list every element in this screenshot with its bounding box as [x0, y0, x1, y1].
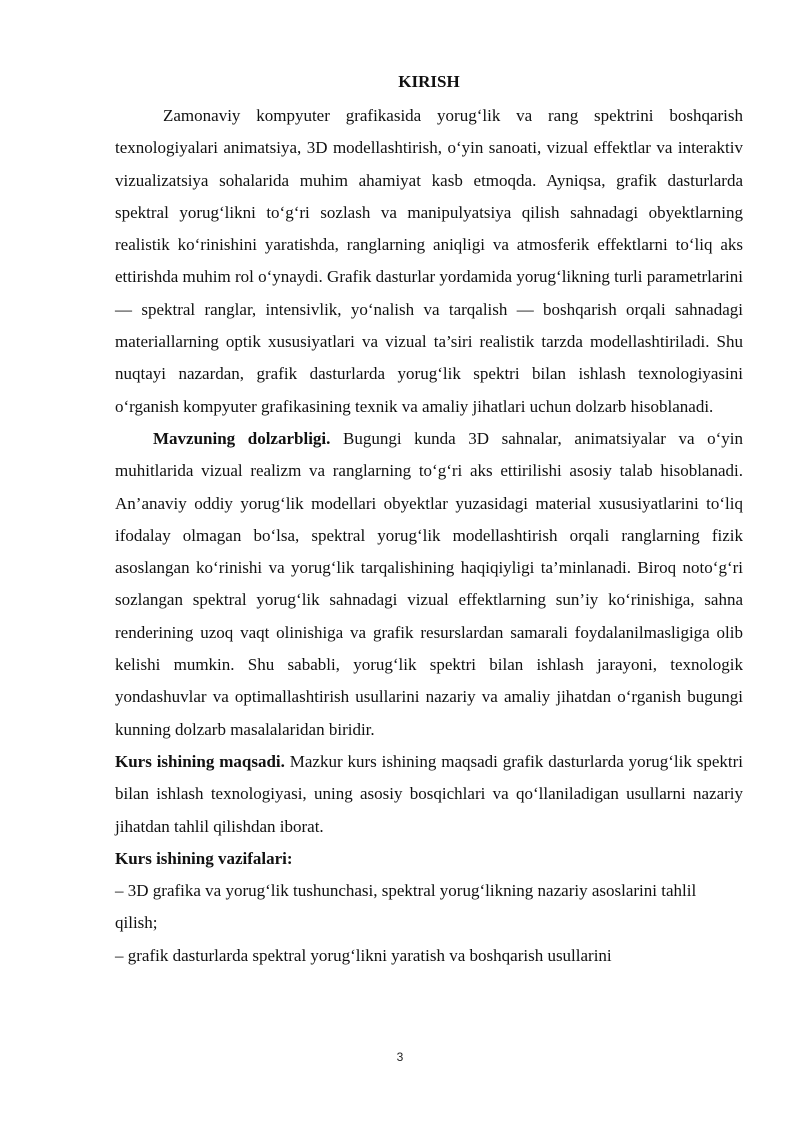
- goal-paragraph: [115, 746, 743, 843]
- tasks-heading: Kurs ishining vazifalari:: [115, 848, 293, 868]
- section-heading: KIRISH: [398, 72, 460, 91]
- document-page: [115, 70, 743, 972]
- intro-paragraph: Zamonaviy kompyuter grafikasida yorug‘lik va rang spektrini boshqarish texnologiyalari animatsiya, 3D modellashtirish, o‘yin sanoati, vizual effektlar va interaktiv vizualizatsiya sohalarida muhim ahamiyat kasb etmoqda. Ayniqsa, grafik dasturlarda spektral yorug‘likni to‘g‘ri sozlash va manipulyatsiya qilish sahnadagi obyektlarning realistik ko‘rinishini yaratishda, ranglarning aniqligi va atmosferik effektlarni to‘liq aks ettirishda muhim rol o‘ynaydi. Grafik dasturlar yordamida yorug‘likning turli parametrlarini — spektral ranglar, intensivlik, yo‘nalish va tarqalish — boshqarish orqali sahnadagi materiallarning optik xususiyatlari va vizual ta’siri realistik tarzda modellashtiriladi. Shu nuqtayi nazardan, grafik dasturlarda yorug‘lik spektri bilan ishlash texnologiyasini o‘rganish kompyuter grafikasining texnik va amaliy jihatlari uchun dolzarb hisoblanadi.: [115, 106, 743, 416]
- relevance-label: Mavzuning dolzarbligi.: [153, 428, 331, 448]
- goal-text: Mazkur kurs ishining maqsadi grafik dasturlarda yorug‘lik spektri bilan ishlash texnologiyasi, uning asosiy bosqichlari va qo‘llaniladigan usullarni nazariy jihatdan tahlil qilishdan iborat.: [115, 751, 743, 836]
- task-item-1: – 3D grafika va yorug‘lik tushunchasi, spektral yorug‘likning nazariy asoslarini tahlil qilish;: [115, 881, 697, 933]
- goal-label: Kurs ishining maqsadi.: [115, 751, 285, 771]
- relevance-paragraph: [115, 423, 743, 746]
- relevance-text: Bugungi kunda 3D sahnalar, animatsiyalar va o‘yin muhitlarida vizual realizm va ranglarning to‘g‘ri aks ettirilishi asosiy talab hisoblanadi. An’anaviy oddiy yorug‘lik modellari obyektlar yuzasidagi material xususiyatlarini to‘liq ifodalay olmagan bo‘lsa, spektral yorug‘lik modellashtirish orqali ranglarning fizik asoslangan ko‘rinishi va yorug‘lik tarqalishining haqiqiyligi ta’minlanadi. Biroq noto‘g‘ri sozlangan spektral yorug‘lik sahnadagi vizual effektlarning sun’iy ko‘rinishiga, sahna renderining uzoq vaqt olinishiga va grafik resurslardan samarali foydalanilmasligiga olib kelishi mumkin. Shu sababli, yorug‘lik spektri bilan ishlash jarayoni, texnologik yondashuvlar va optimallashtirish usullarini nazariy va amaliy jihatdan o‘rganish bugungi kunning dolzarb masalalaridan biridir.: [115, 428, 744, 739]
- page-number: 3: [396, 1050, 404, 1064]
- task-item-2: – grafik dasturlarda spektral yorug‘likni yaratish va boshqarish usullarini: [115, 945, 612, 965]
